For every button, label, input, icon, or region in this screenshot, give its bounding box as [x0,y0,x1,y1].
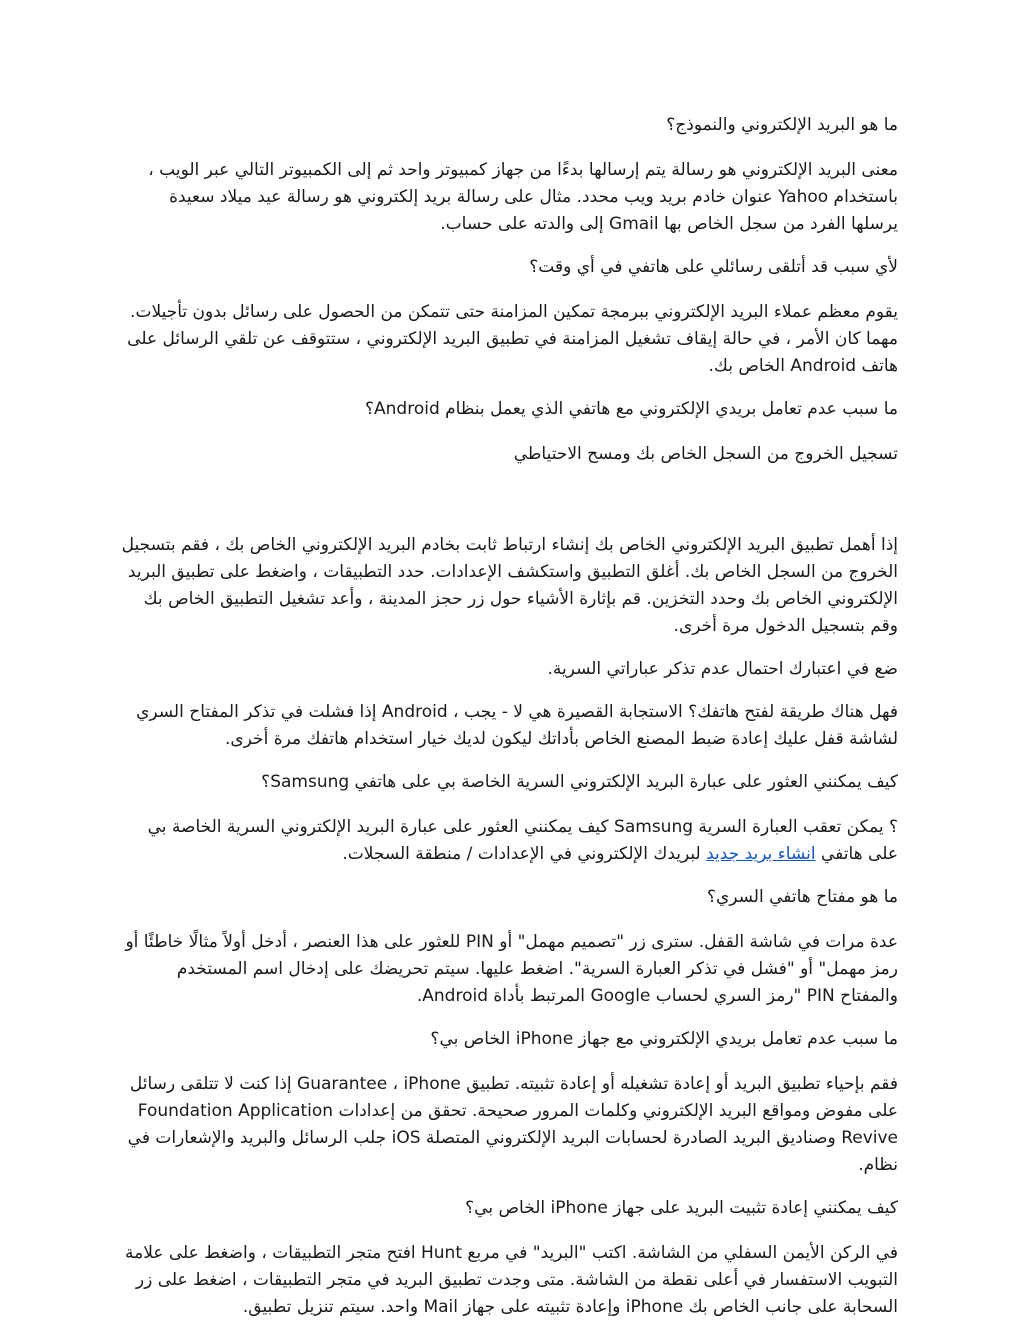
paragraph-email-definition: معنى البريد الإلكتروني هو رسالة يتم إرسالها بدءًا من جهاز كمبيوتر واحد ثم إلى الكمبيوتر التالي عبر الويب ، باستخدام Yahoo عنوان خادم بريد ويب محدد. مثال على رسالة بريد إلكتروني هو رسالة عيد ميلاد سعيدة يرسلها الفرد من سجل الخاص بها Gmail إلى والدته على حساب. [148,160,898,234]
samsung-answer-text-after: لبريدك الإلكتروني في الإعدادات / منطقة السجلات. [342,844,707,864]
paragraph-pin-reset: عدة مرات في شاشة القفل. سترى زر "تصميم مهمل" أو PIN للعثور على هذا العنصر ، أدخل أولاً مثالًا خاطئًا أو رمز مهمل" أو "فشل في تذكر العبارة السرية". اضغط عليها. سيتم تحريضك على إدخال اسم المستخدم والمفتاح PIN "رمز السري لحساب Google المرتبط بأداة Android. [125,932,898,1006]
heading-samsung-password: كيف يمكنني العثور على عبارة البريد الإلكتروني السرية الخاصة بي على هاتفي Samsung؟ [261,772,898,792]
paragraph-forgot-password: ضع في اعتبارك احتمال عدم تذكر عباراتي السرية. [547,659,898,679]
samsung-answer-text-before: ؟ يمكن تعقب العبارة السرية Samsung كيف يمكنني العثور على عبارة البريد الإلكتروني السرية الخاصة بي على هاتفي [147,817,898,864]
heading-secret-key: ما هو مفتاح هاتفي السري؟ [706,887,898,907]
paragraph-iphone-fix: فقم بإحياء تطبيق البريد أو إعادة تشغيله أو إعادة تثبيته. تطبيق Guarantee ، iPhone إذا كنت لا تتلقى رسائل على مفوض ومواقع البريد الإلكتروني وكلمات المرور صحيحة. تحقق من إعدادات Foundation Application Revive وصناديق البريد الصادرة لحسابات البريد الإلكتروني المتصلة iOS جلب الرسائل والبريد والإشعارات في نظام. [127,1074,898,1175]
heading-receive-messages: لأي سبب قد أتلقى رسائلي على هاتفي في أي وقت؟ [529,257,898,277]
paragraph-samsung-answer [118,814,898,868]
paragraph-reinstall-steps: في الركن الأيمن السفلي من الشاشة. اكتب "البريد" في مربع Hunt افتح متجر التطبيقات ، واضغط على علامة التبويب الاستفسار في أعلى نقطة من الشاشة. متى وجدت تطبيق البريد في متجر التطبيقات ، اضغط على زر السحابة على جانب الخاص بك iPhone وإعادة تثبيته على جهاز Mail واحد. سيتم تنزيل تطبيق. [124,1243,898,1317]
create-new-email-link[interactable]: انشاء بريد جديد [706,844,816,864]
paragraph-logout-clear-cache: تسجيل الخروج من السجل الخاص بك ومسح الاحتياطي [513,444,898,464]
heading-android-email: ما سبب عدم تعامل بريدي الإلكتروني مع هاتفي الذي يعمل بنظام Android؟ [364,399,898,419]
heading-email-definition: ما هو البريد الإلكتروني والنموذج؟ [666,115,898,135]
heading-iphone-email: ما سبب عدم تعامل بريدي الإلكتروني مع جهاز iPhone الخاص بي؟ [430,1029,898,1049]
heading-reinstall-mail: كيف يمكنني إعادة تثبيت البريد على جهاز iPhone الخاص بي؟ [465,1198,898,1218]
document-body [118,112,898,1337]
paragraph-sync: يقوم معظم عملاء البريد الإلكتروني ببرمجة تمكين المزامنة حتى تتمكن من الحصول على رسائل بدون تأجيلات. مهما كان الأمر ، في حالة إيقاف تشغيل المزامنة في تطبيق البريد الإلكتروني ، ستتوقف عن تلقي الرسائل على هاتف Android الخاص بك. [127,302,898,376]
paragraph-reconnect-steps: إذا أهمل تطبيق البريد الإلكتروني الخاص بك إنشاء ارتباط ثابت بخادم البريد الإلكتروني الخاص بك ، فقم بتسجيل الخروج من السجل الخاص بك. أغلق التطبيق واستكشف الإعدادات. حدد التطبيقات ، واضغط على تطبيق البريد الإلكتروني الخاص بك وحدد التخزين. قم بإثارة الأشياء حول زر حجز المدينة ، وأعد تشغيل التطبيق الخاص بك وقم بتسجيل الدخول مرة أخرى. [121,535,898,636]
paragraph-unlock-phone: فهل هناك طريقة لفتح هاتفك؟ الاستجابة القصيرة هي لا - يجب ، Android إذا فشلت في تذكر المفتاح السري لشاشة قفل عليك إعادة ضبط المصنع الخاص بأداتك ليكون لديك خيار استخدام هاتفك مرة أخرى. [136,702,898,749]
